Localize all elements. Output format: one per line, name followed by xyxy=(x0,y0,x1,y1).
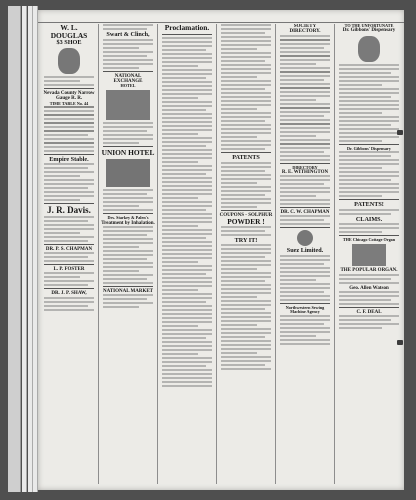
foster-heading: L. P. FOSTER xyxy=(53,267,85,273)
patents-exclaim-heading: PATENTS! xyxy=(354,201,384,209)
organ-illustration xyxy=(352,244,386,266)
column-2 xyxy=(101,24,155,484)
hotel-illustration xyxy=(106,90,150,120)
suez-limited-heading: Suez Limited. xyxy=(286,247,324,255)
stacked-page-edges xyxy=(8,6,21,492)
watson-heading: Geo. Allen Watson xyxy=(349,285,389,291)
douglas-shoe-subheading: $3 SHOE xyxy=(56,38,82,46)
sewing-machine-heading: Northwestern Sewing Machine Agency xyxy=(285,304,325,315)
unfortunate-heading: TO THE UNFORTUNATE xyxy=(344,24,394,28)
column-1 xyxy=(42,24,96,484)
union-hotel-illustration xyxy=(106,159,150,187)
binding-tab xyxy=(397,130,403,135)
timetable-heading: TIME TABLE No. 44 xyxy=(49,100,89,106)
gibbons-dispensary-heading: Dr. Gibbons' Dispensary xyxy=(342,28,396,34)
chapman-heading-2: DR. C. W. CHAPMAN xyxy=(280,210,330,216)
hotel-subheading: HOTEL xyxy=(120,83,136,88)
page-top-rule xyxy=(38,10,404,23)
union-hotel-heading: UNION HOTEL xyxy=(101,148,155,158)
powder-heading: POWDER ! xyxy=(227,216,265,226)
swart-clinch-heading: Swart & Clinch, xyxy=(106,31,150,38)
patents-heading: PATENTS xyxy=(232,154,260,161)
column-rule xyxy=(98,24,99,484)
column-5 xyxy=(278,24,332,484)
davis-heading: J. R. Davis. xyxy=(47,205,91,216)
chapman-heading: DR. P. S. CHAPMAN xyxy=(45,246,93,252)
national-market-heading: NATIONAL MARKET xyxy=(102,288,154,294)
portrait-illustration xyxy=(58,48,80,74)
newspaper-page xyxy=(38,10,404,490)
doctor-portrait xyxy=(358,36,380,62)
seal-illustration xyxy=(297,230,313,246)
deal-heading: C. F. DEAL xyxy=(356,309,382,315)
coupons-sulphur-heading: COUPONS - SOLPHUR xyxy=(219,212,273,218)
society-directory-heading: SOCIETY DIRECTORY. xyxy=(289,24,321,35)
binding-tab xyxy=(397,340,403,345)
inhalation-heading: Treatment by Inhalation. xyxy=(101,220,155,226)
shaw-heading: DR. J. P. SHAW, xyxy=(51,291,87,297)
try-it-heading: TRY IT! xyxy=(234,236,258,244)
empire-stable-heading: Empire Stable. xyxy=(49,155,89,163)
column-3 xyxy=(160,24,214,484)
starkey-palen-heading: Drs. Starkey & Palen's xyxy=(107,215,149,221)
national-exchange-heading: NATIONAL EXCHANGE xyxy=(113,73,143,84)
claims-heading: CLAIMS. xyxy=(355,215,383,223)
railroad-heading: Nevada County Narrow Gauge R. R. xyxy=(43,91,95,102)
gibbons-dispensary-heading-2: Dr. Gibbons' Dispensary xyxy=(347,145,391,151)
binding-edge xyxy=(22,6,27,492)
column-rule xyxy=(334,24,335,484)
column-rule xyxy=(216,24,217,484)
popular-organ-heading: THE POPULAR ORGAN. xyxy=(340,268,398,274)
column-4 xyxy=(219,24,273,484)
directory-heading: DIRECTORY xyxy=(292,164,318,170)
withington-heading: R. E. WITHINGTON xyxy=(281,169,329,175)
douglas-shoe-heading: W. L. DOUGLAS xyxy=(50,24,88,40)
cottage-organ-heading: THE Chicago Cottage Organ xyxy=(342,237,396,243)
column-rule xyxy=(275,24,276,484)
proclamation-heading: Proclamation. xyxy=(164,24,210,32)
column-6 xyxy=(337,24,401,484)
column-rule xyxy=(157,24,158,484)
